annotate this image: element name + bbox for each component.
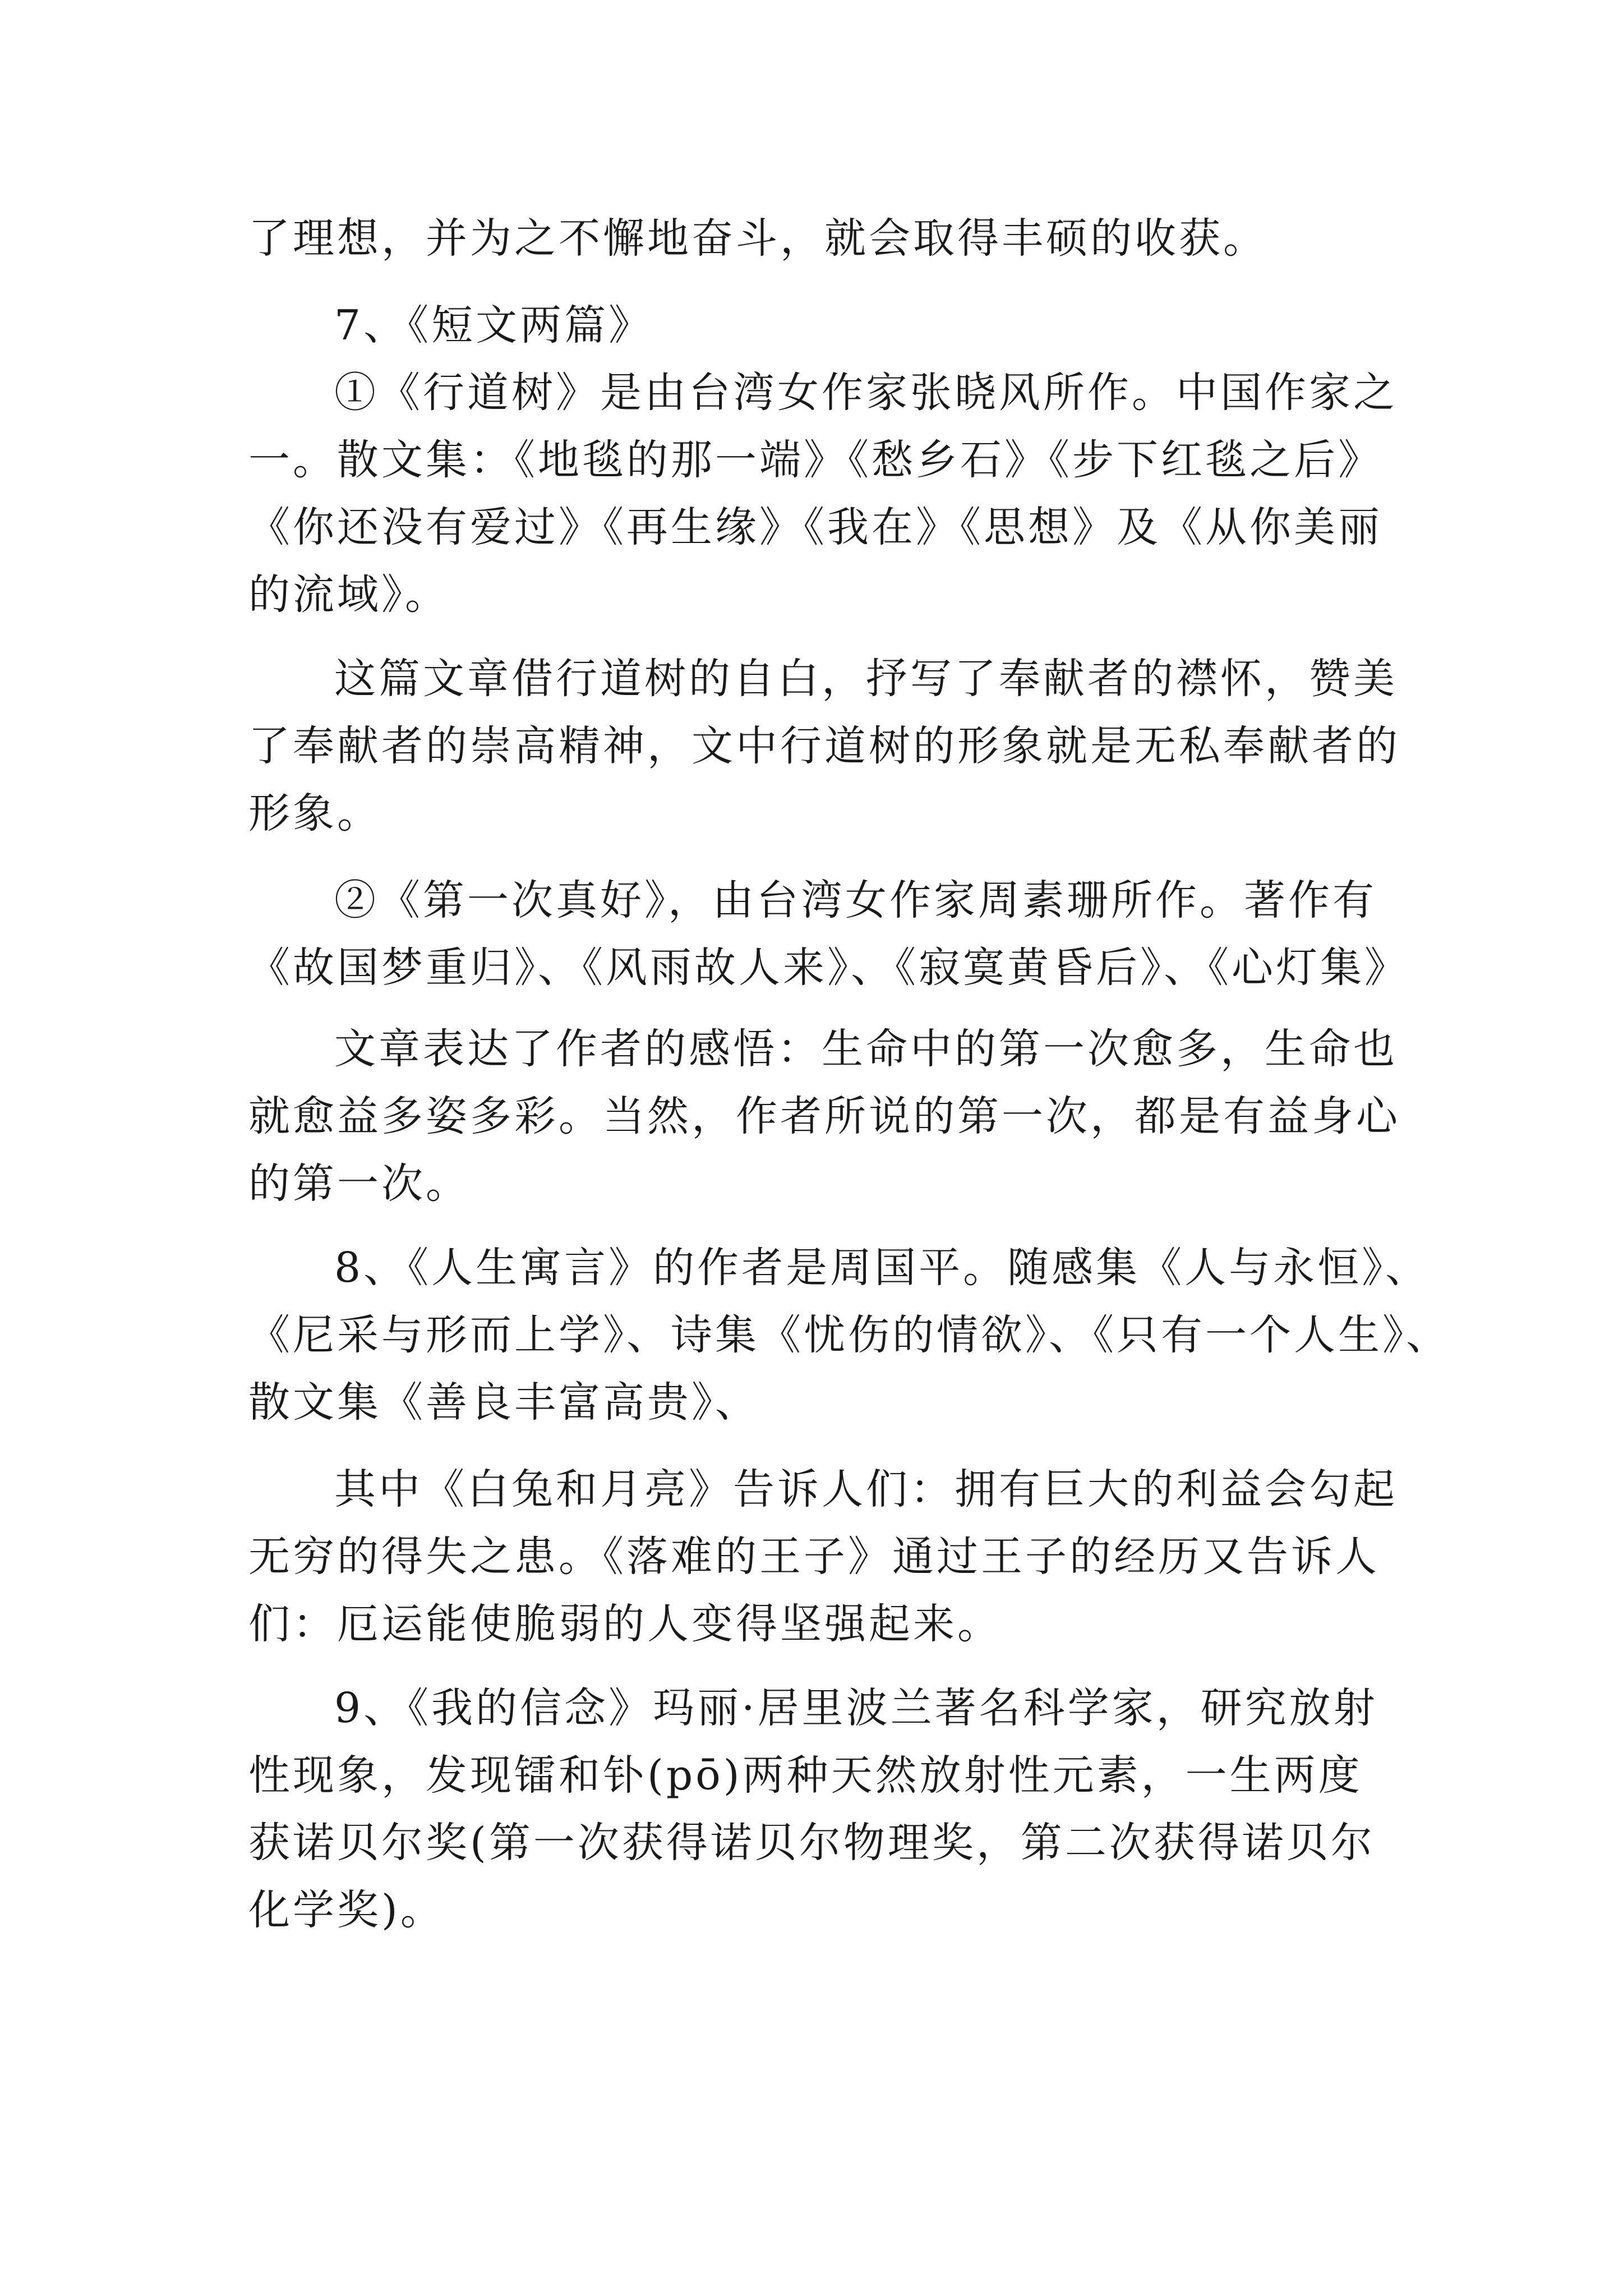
text-line: 《你还没有爱过》《再生缘》《我在》《思想》及《从你美丽: [248, 503, 1382, 551]
text-line: 了奉献者的崇高精神，文中行道树的形象就是无私奉献者的: [248, 722, 1400, 770]
text-line: 性现象，发现镭和钋(pō)两种天然放射性元素，一生两度: [248, 1751, 1363, 1800]
text-line: 的流域》。: [248, 570, 449, 619]
text-line: 就愈益多姿多彩。当然，作者所说的第一次，都是有益身心: [248, 1092, 1400, 1140]
text-line: 《尼采与形而上学》、诗集《忧伤的情欲》、《只有一个人生》、: [248, 1311, 1450, 1359]
text-line: 这篇文章借行道树的自白，抒写了奉献者的襟怀，赞美: [334, 655, 1398, 703]
text-line: 其中《白兔和月亮》告诉人们：拥有巨大的利益会勾起: [334, 1465, 1398, 1513]
section-heading: 9、《我的信念》玛丽·居里波兰著名科学家，研究放射: [334, 1684, 1378, 1732]
text-line: 获诺贝尔奖(第一次获得诺贝尔物理奖，第二次获得诺贝尔: [248, 1819, 1375, 1867]
text-line: 一。散文集：《地毯的那一端》《愁乡石》《步下红毯之后》: [248, 436, 1382, 484]
text-line: 们：厄运能使脆弱的人变得坚强起来。: [248, 1600, 1002, 1648]
text-line: 散文集《善良丰富高贵》、: [248, 1378, 759, 1427]
text-line: 形象。: [248, 789, 381, 838]
text-line: 文章表达了作者的感悟：生命中的第一次愈多，生命也: [334, 1025, 1398, 1073]
section-heading: 7、《短文两篇》: [334, 301, 653, 349]
text-line: 《故国梦重归》、《风雨故人来》、《寂寞黄昏后》、《心灯集》: [248, 944, 1409, 992]
text-line: ②《第一次真好》，由台湾女作家周素珊所作。著作有: [334, 876, 1377, 924]
section-heading: 8、《人生寓言》的作者是周国平。随感集《人与永恒》、: [334, 1244, 1430, 1292]
text-line: 无穷的得失之患。《落难的王子》通过王子的经历又告诉人: [248, 1533, 1380, 1581]
text-line: 的第一次。: [248, 1159, 470, 1208]
text-line: ①《行道树》是由台湾女作家张晓风所作。中国作家之: [334, 369, 1398, 417]
text-line: 化学奖)。: [248, 1886, 445, 1934]
text-line: 了理想，并为之不懈地奋斗，就会取得丰硕的收获。: [248, 214, 1267, 263]
